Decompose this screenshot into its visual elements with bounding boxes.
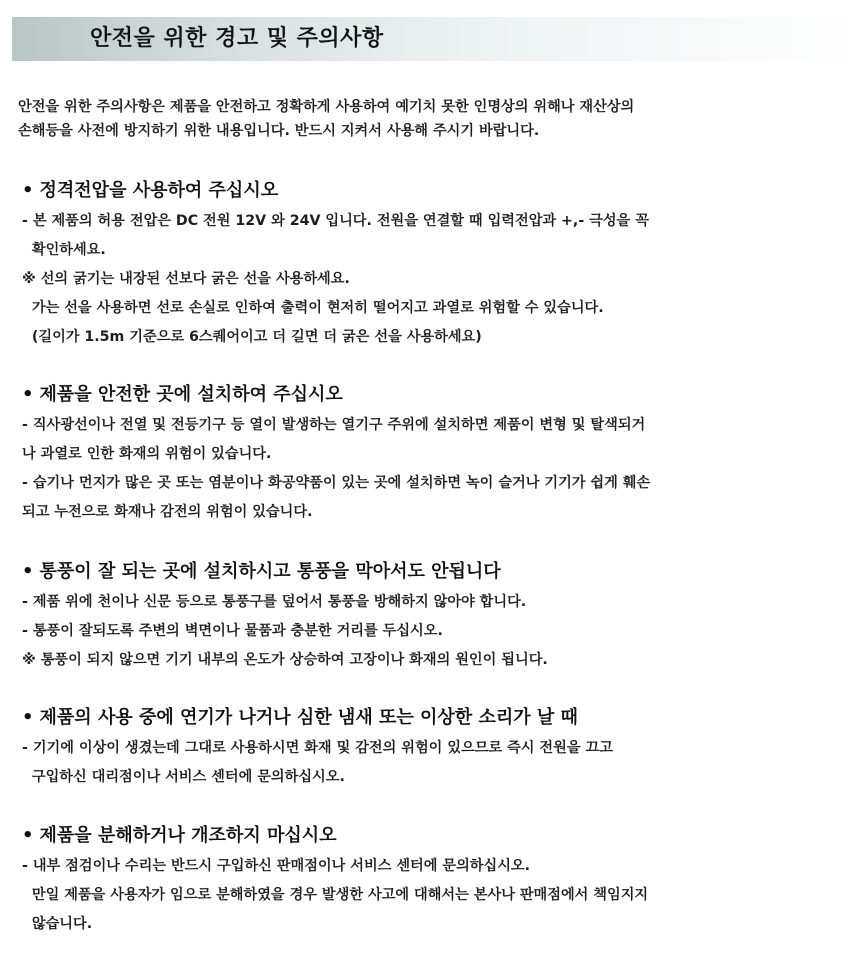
bullet-icon: • [22,707,34,728]
section-body [22,852,852,939]
section-body [22,411,852,527]
section-rated-voltage [22,176,852,352]
section-no-disassembly [22,821,852,939]
section-heading-text: 제품의 사용 중에 연기가 나거나 심한 냄새 또는 이상한 소리가 날 때 [39,707,578,728]
title-bar [12,17,856,61]
section-line: - 본 제품의 허용 전압은 DC 전원 12V 와 24V 입니다. 전원을 연결할 때 입력전압과 +,- 극성을 꼭 [22,213,649,229]
section-line: ※ 통풍이 되지 않으면 기기 내부의 온도가 상승하여 고장이나 화재의 원인이 됩니다. [22,652,548,668]
section-line: 나 과열로 인한 화재의 위험이 있습니다. [22,446,272,462]
page-title: 안전을 위한 경고 및 주의사항 [90,26,384,51]
section-smoke-smell [22,703,852,792]
intro-paragraph [18,95,848,143]
section-line: 되고 누전으로 화재나 감전의 위험이 있습니다. [22,504,313,520]
bullet-icon: • [22,825,34,846]
section-line: - 습기나 먼지가 많은 곳 또는 염분이나 화공약품이 있는 곳에 설치하면 녹이 슬거나 기기가 쉽게 훼손 [22,475,651,491]
section-line: - 내부 점검이나 수리는 반드시 구입하신 판매점이나 서비스 센터에 문의하십시오. [22,858,531,874]
section-line: 않습니다. [22,916,93,932]
section-heading-text: 통풍이 잘 되는 곳에 설치하시고 통풍을 막아서도 안됩니다 [39,561,501,582]
section-line: 가는 선을 사용하면 선로 손실로 인하여 출력이 현저히 떨어지고 과열로 위험할 수 있습니다. [22,300,604,316]
section-body [22,207,852,352]
bullet-icon: • [22,561,34,582]
section-heading-text: 제품을 분해하거나 개조하지 마십시오 [39,825,337,846]
section-heading-text: 정격전압을 사용하여 주십시오 [39,180,279,201]
bullet-icon: • [22,180,34,201]
section-line: 구입하신 대리점이나 서비스 센터에 문의하십시오. [22,769,345,785]
section-heading [22,176,852,206]
section-line: 만일 제품을 사용자가 임으로 분해하였을 경우 발생한 사고에 대해서는 본사나 판매점에서 책임지지 [22,887,649,903]
section-line: - 통풍이 잘되도록 주변의 벽면이나 물품과 충분한 거리를 두십시오. [22,623,443,639]
section-body [22,734,852,792]
bullet-icon: • [22,384,34,405]
section-body [22,588,852,675]
section-line: - 기기에 이상이 생겼는데 그대로 사용하시면 화재 및 감전의 위험이 있으므로 즉시 전원을 끄고 [22,740,613,756]
section-line: (길이가 1.5m 기준으로 6스퀘어이고 더 길면 더 굵은 선을 사용하세요) [22,329,482,345]
section-safe-location [22,380,852,527]
intro-line: 안전을 위한 주의사항은 제품을 안전하고 정확하게 사용하여 예기치 못한 인명상의 위해나 재산상의 [18,99,635,115]
section-heading [22,380,852,410]
section-line: 확인하세요. [22,242,106,258]
intro-line: 손해등을 사전에 방지하기 위한 내용입니다. 반드시 지켜서 사용해 주시기 바랍니다. [18,123,540,139]
section-ventilation [22,557,852,675]
section-heading [22,821,852,851]
section-line: - 제품 위에 천이나 신문 등으로 통풍구를 덮어서 통풍을 방해하지 않아야 합니다. [22,594,527,610]
section-heading [22,703,852,733]
section-line: ※ 선의 굵기는 내장된 선보다 굵은 선을 사용하세요. [22,271,350,287]
section-heading-text: 제품을 안전한 곳에 설치하여 주십시오 [39,384,343,405]
section-line: - 직사광선이나 전열 및 전등기구 등 열이 발생하는 열기구 주위에 설치하면 제품이 변형 및 탈색되거 [22,417,646,433]
section-heading [22,557,852,587]
